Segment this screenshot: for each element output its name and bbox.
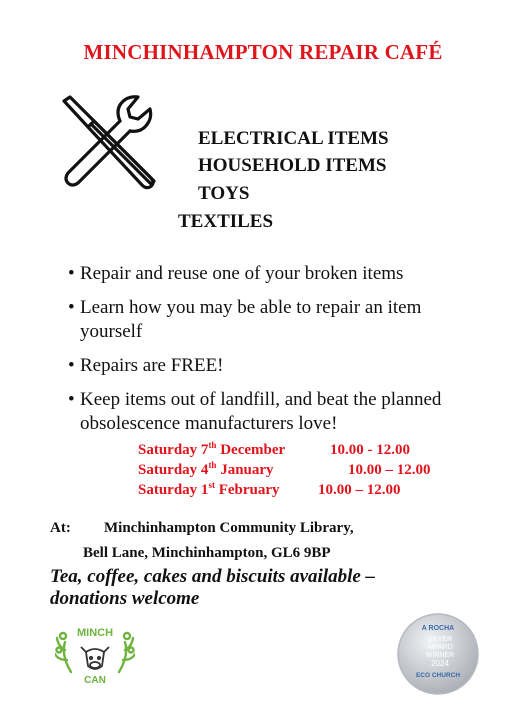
date-text: Saturday 4th January — [138, 460, 274, 478]
bullet-text: Repair and reuse one of your broken items — [80, 263, 404, 284]
badge-year: 2024 — [431, 659, 449, 668]
time-text: 10.00 – 12.00 — [318, 482, 401, 498]
list-item — [68, 296, 508, 344]
category-household: HOUSEHOLD ITEMS — [198, 155, 387, 176]
category-textiles: TEXTILES — [178, 211, 274, 232]
list-item — [68, 354, 508, 378]
badge-winner: WINNER — [425, 652, 455, 659]
bullet-icon: • — [68, 389, 75, 410]
bullet-icon: • — [68, 297, 75, 318]
refreshments-line-2: donations welcome — [50, 588, 200, 609]
bullet-text: Keep items out of landfill, and beat the planned obsolescence manufacturers love! — [80, 389, 442, 434]
time-text: 10.00 - 12.00 — [330, 442, 410, 458]
minch-can-logo — [55, 616, 135, 686]
logo-top-text: MINCH — [76, 627, 114, 639]
category-toys: TOYS — [198, 183, 250, 204]
tools-icon — [58, 93, 158, 193]
venue-line-2: Bell Lane, Minchinhampton, GL6 9BP — [83, 545, 331, 561]
eco-church-badge — [396, 612, 480, 696]
date-text: Saturday 1st February — [138, 480, 280, 498]
category-electrical: ELECTRICAL ITEMS — [198, 128, 389, 149]
logo-bottom-text: CAN — [84, 675, 106, 686]
refreshments-note — [50, 566, 490, 610]
badge-eco-church: ECO CHURCH — [415, 672, 461, 679]
bullet-text: Repairs are FREE! — [80, 355, 224, 376]
venue-label: At: — [50, 520, 71, 536]
bullet-icon: • — [68, 263, 75, 284]
bullet-icon: • — [68, 355, 75, 376]
time-text: 10.00 – 12.00 — [348, 462, 431, 478]
page-title: MINCHINHAMPTON REPAIR CAFÉ — [83, 40, 443, 64]
list-item — [68, 262, 508, 286]
date-text: Saturday 7th December — [138, 440, 286, 458]
benefits-list — [68, 262, 508, 446]
badge-silver: SILVER — [427, 636, 453, 643]
venue-line-1: Minchinhampton Community Library, — [104, 520, 354, 536]
refreshments-line-1: Tea, coffee, cakes and biscuits available – — [50, 566, 376, 587]
badge-award: AWARD — [427, 644, 453, 651]
badge-org: A ROCHA — [421, 625, 455, 632]
bullet-text: Learn how you may be able to repair an item yourself — [80, 297, 422, 342]
list-item — [68, 388, 508, 436]
